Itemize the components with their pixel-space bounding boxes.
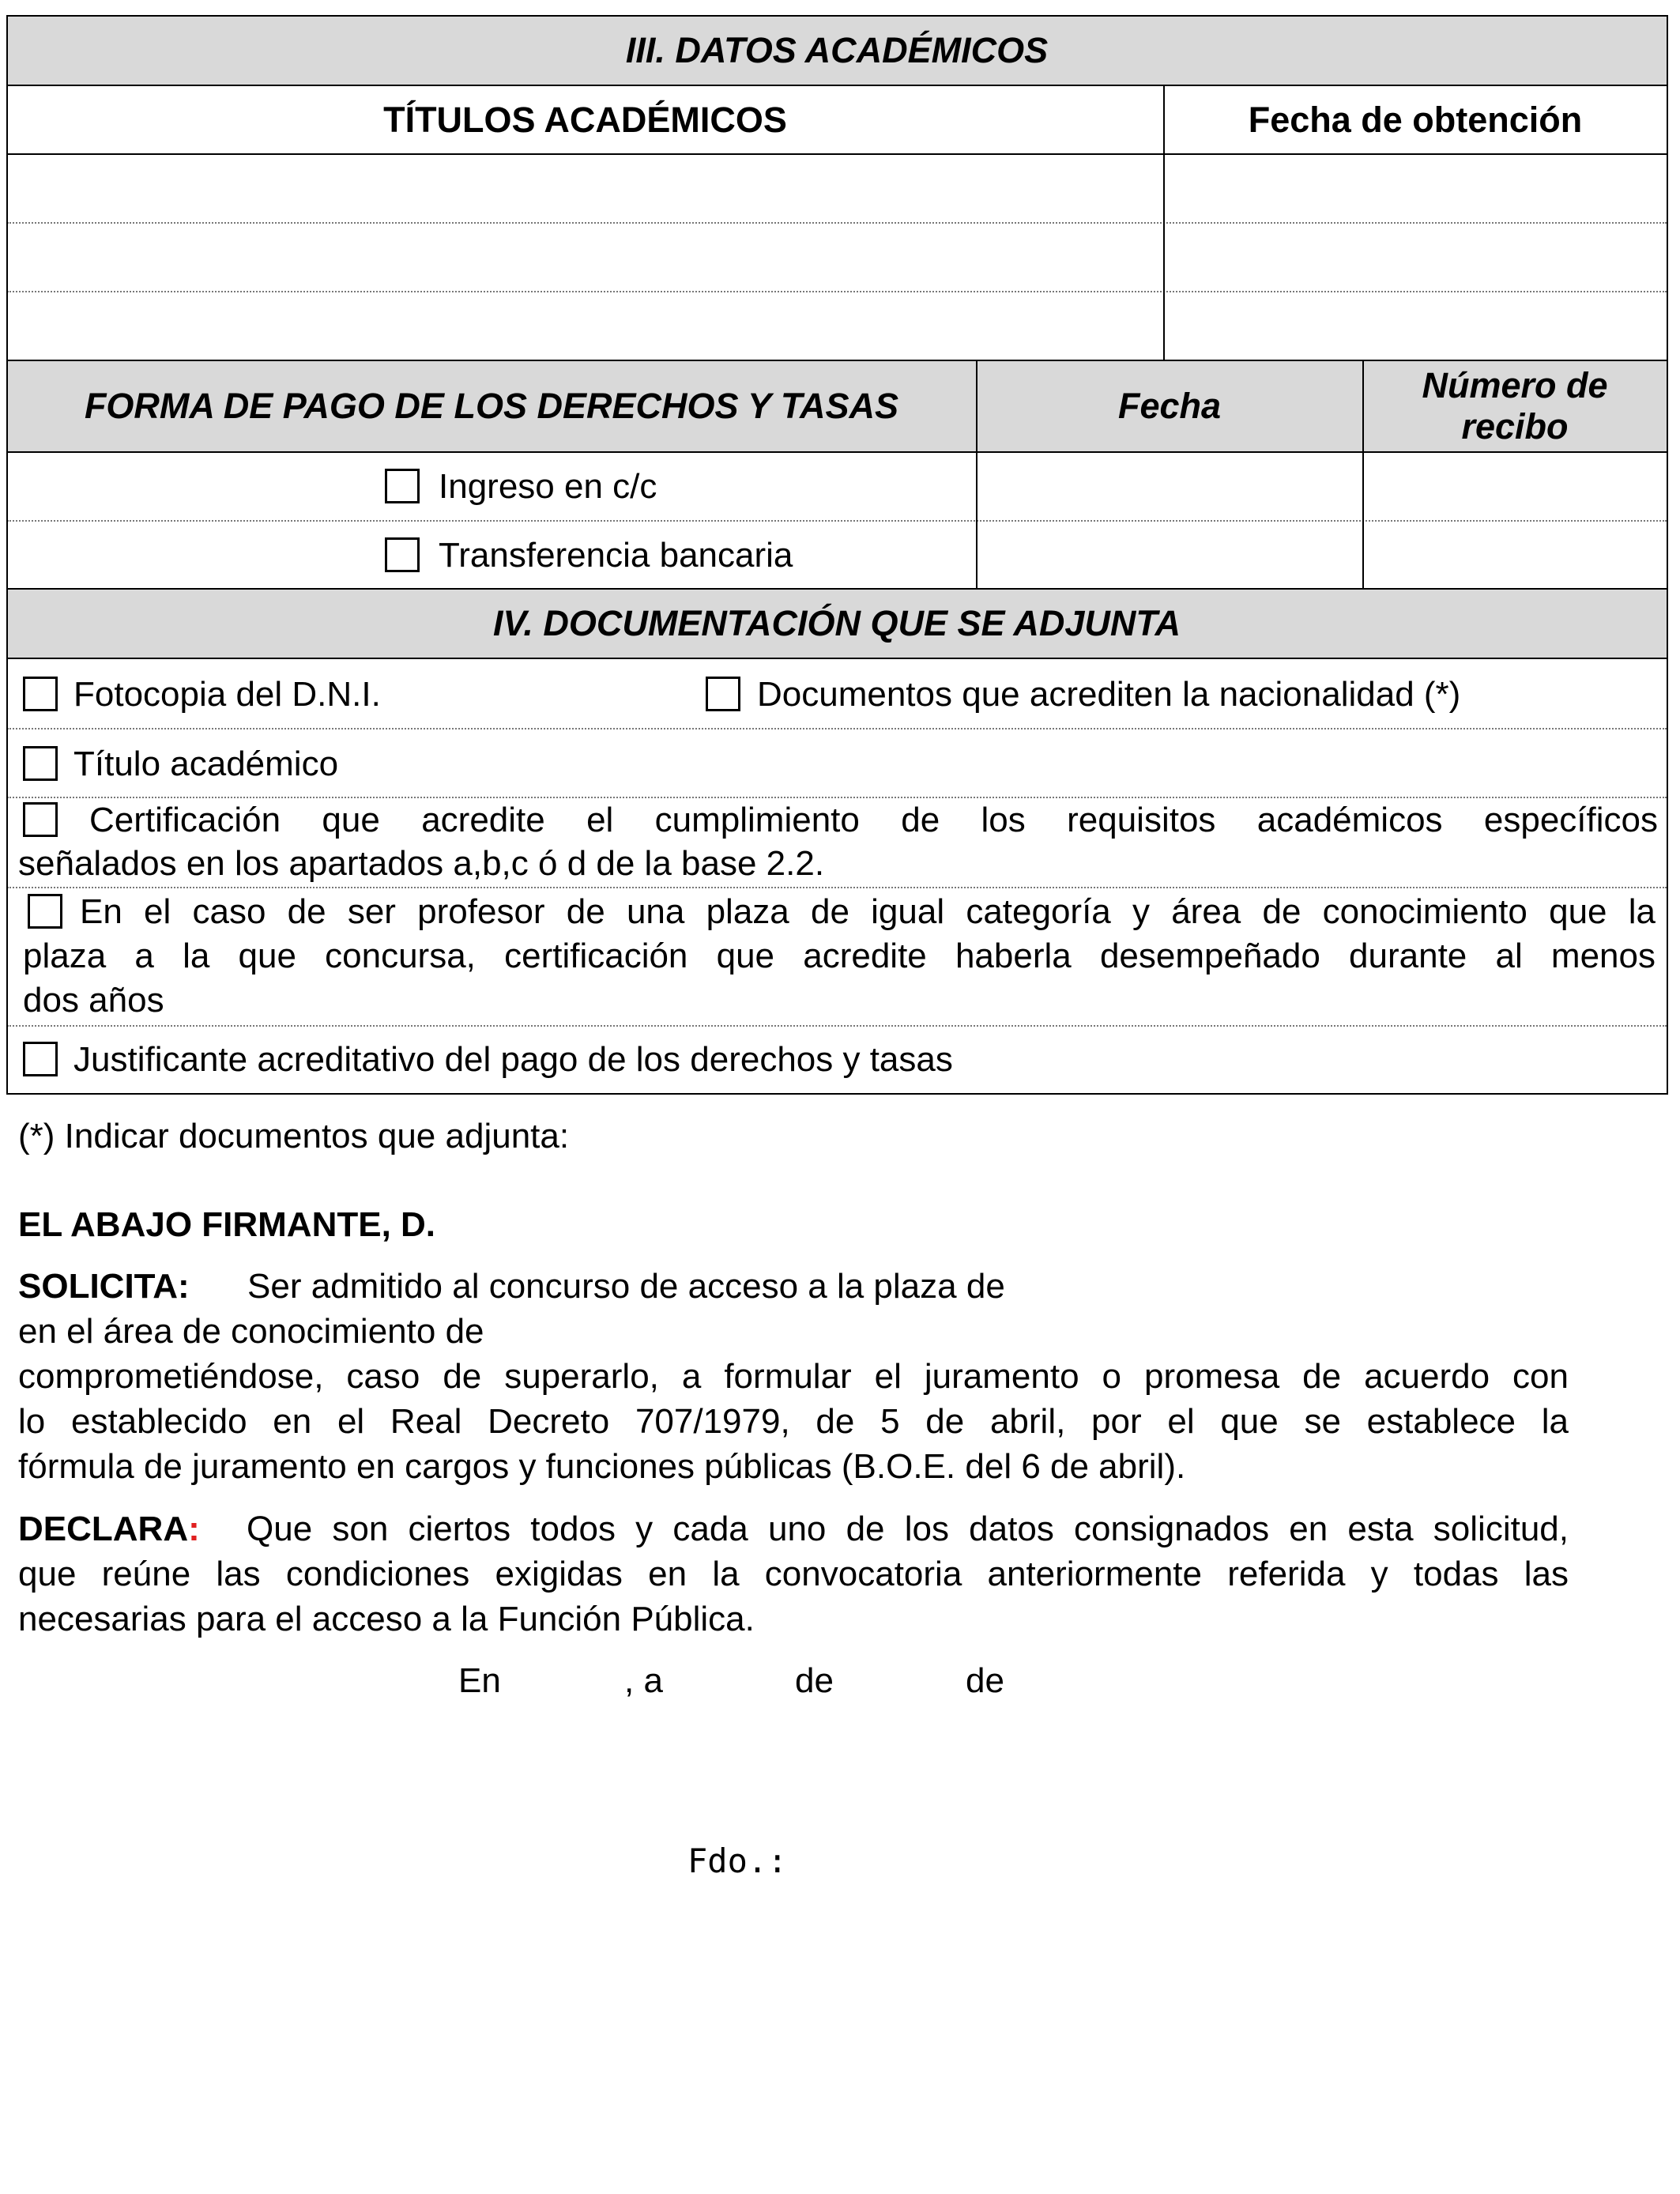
payment-cc-label: Ingreso en c/c [439,467,657,506]
declara-line3: necesarias para el acceso a la Función Pública. [18,1600,755,1638]
place-date-a: , a [624,1661,663,1700]
doc-certification-line1: Certificación que acredite el cumplimiento de los requisitos académicos específicos [89,801,1658,839]
receipt-number-header-line2: recibo [1461,406,1569,447]
doc-professor-line1: En el caso de ser profesor de una plaza de igual categoría y área de conocimiento que la [80,892,1656,931]
signature-label: Fdo.: [687,1842,788,1880]
doc-certification-line2: señalados en los apartados a,b,c ó d de la base 2.2. [18,844,825,883]
solicita-line1: Ser admitido al concurso de acceso a la plaza de [247,1267,1005,1306]
place-date-en: En [458,1661,501,1700]
place-date-de-1: de [795,1661,834,1700]
payment-method-header: FORMA DE PAGO DE LOS DERECHOS Y TASAS [84,386,899,426]
doc-nationality-label: Documentos que acrediten la nacionalidad (*) [757,675,1461,714]
solicita-line2: en el área de conocimiento de [18,1312,484,1351]
doc-professor-line3: dos años [23,981,164,1020]
doc-professor-line2: plaza a la que concursa, certificación que acredite haberla desempeñado durante al menos [23,937,1656,975]
solicita-line4: lo establecido en el Real Decreto 707/1979, de 5 de abril, por el que se establece la [18,1402,1569,1441]
doc-payment-proof-label: Justificante acreditativo del pago de los derechos y tasas [73,1040,953,1079]
declara-line2: que reúne las condiciones exigidas en la convocatoria anteriormente referida y todas las [18,1555,1569,1593]
payment-transfer-label: Transferencia bancaria [439,536,793,575]
section3-title: III. DATOS ACADÉMICOS [625,30,1049,70]
table-frame [6,15,1668,1095]
receipt-number-header-line1: Número de [1422,365,1608,405]
payment-date-header: Fecha [1117,386,1222,426]
declara-label-colon: : [188,1510,200,1548]
doc-dni-label: Fotocopia del D.N.I. [73,675,381,714]
declara-line1: Que son ciertos todos y cada uno de los datos consignados en esta solicitud, [247,1510,1569,1548]
doc-title-label: Título académico [73,745,339,783]
declara-label-text: DECLARA [18,1510,189,1548]
solicita-line3: comprometiéndose, caso de superarlo, a formular el juramento o promesa de acuerdo con [18,1357,1569,1396]
section4-title: IV. DOCUMENTACIÓN QUE SE ADJUNTA [492,603,1181,643]
solicita-line5: fórmula de juramento en cargos y funciones públicas (B.O.E. del 6 de abril). [18,1447,1186,1486]
footnote: (*) Indicar documentos que adjunta: [18,1117,570,1155]
obtention-date-header: Fecha de obtención [1248,99,1583,140]
declara-label [18,1507,200,1551]
solicita-label: SOLICITA: [18,1267,190,1306]
academic-titles-header: TÍTULOS ACADÉMICOS [383,99,787,140]
signer-label: EL ABAJO FIRMANTE, D. [18,1205,436,1244]
place-date-de-2: de [966,1661,1004,1700]
